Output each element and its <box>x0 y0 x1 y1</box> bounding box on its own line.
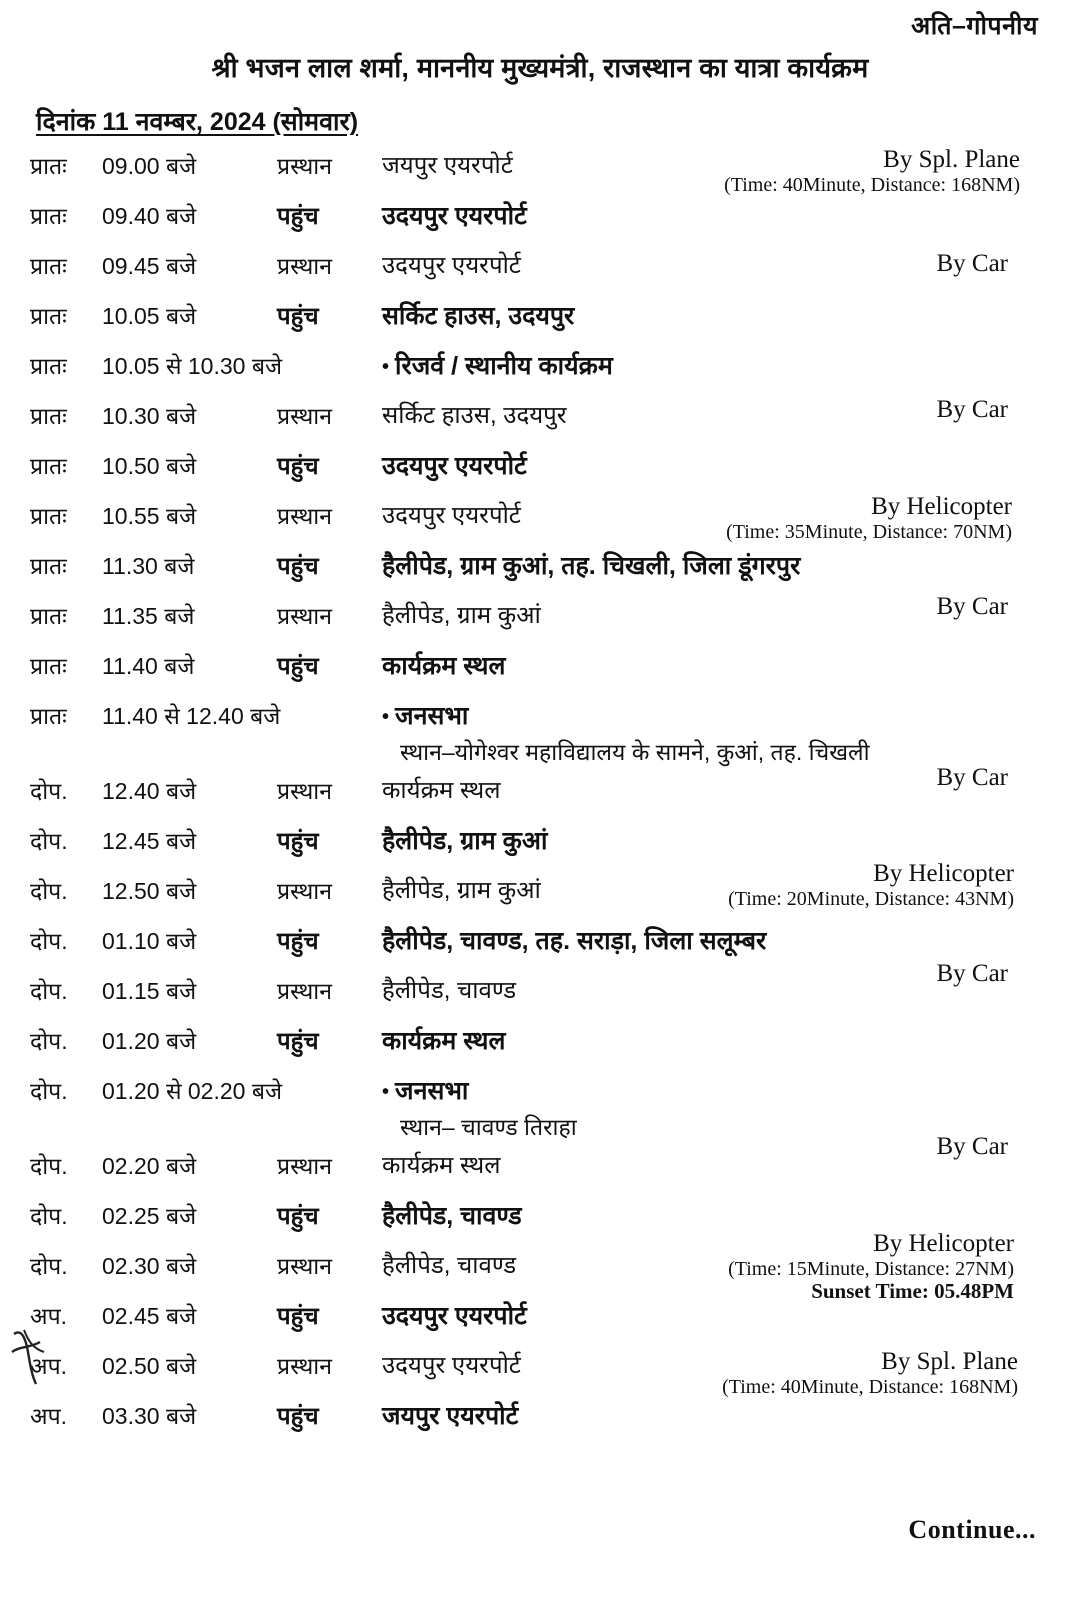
row-action: प्रस्थान <box>277 778 332 804</box>
row-period: प्रातः <box>30 703 67 729</box>
row-place <box>382 1196 1050 1232</box>
row-place <box>382 296 1050 332</box>
schedule-row <box>30 692 1050 767</box>
row-period: प्रातः <box>30 403 67 429</box>
schedule-row <box>30 492 1050 542</box>
row-time: 09.40 बजे <box>102 203 197 229</box>
place-label: उदयपुर एयरपोर्ट <box>382 252 521 279</box>
row-period: दोप. <box>30 1153 68 1179</box>
row-time: 01.10 बजे <box>102 928 197 954</box>
row-place <box>382 246 1050 281</box>
place-label: उदयपुर एयरपोर्ट <box>382 1302 527 1330</box>
row-time: 12.50 बजे <box>102 878 197 904</box>
row-period: दोप. <box>30 778 68 804</box>
bullet-label: रिजर्व / स्थानीय कार्यक्रम <box>395 352 613 380</box>
row-period: दोप. <box>30 878 68 904</box>
schedule-row <box>30 242 1050 292</box>
bullet-dot-icon: • <box>382 1080 390 1103</box>
row-time: 10.05 से 10.30 बजे <box>102 353 283 379</box>
schedule-row <box>30 1392 1050 1442</box>
row-period: दोप. <box>30 1253 68 1279</box>
bullet-item <box>382 352 613 380</box>
row-time: 12.45 बजे <box>102 828 197 854</box>
schedule-row <box>30 392 1050 442</box>
schedule-row <box>30 642 1050 692</box>
row-period: प्रातः <box>30 503 67 529</box>
row-time: 01.20 से 02.20 बजे <box>102 1078 283 1104</box>
row-period: प्रातः <box>30 553 67 579</box>
row-action: प्रस्थान <box>277 503 332 529</box>
row-period: अप. <box>30 1403 68 1429</box>
bullet-label: जनसभा <box>395 1077 469 1105</box>
row-place <box>382 696 1050 767</box>
handwritten-mark <box>6 1318 66 1388</box>
row-place <box>382 1296 1050 1332</box>
row-time: 02.30 बजे <box>102 1253 197 1279</box>
row-place <box>382 1396 1050 1432</box>
transport-mode: By Car <box>936 1133 1008 1160</box>
place-label: सर्किट हाउस, उदयपुर <box>382 402 567 429</box>
row-action: पहुंच <box>277 1203 319 1230</box>
place-label: हैलीपेड, ग्राम कुआं <box>382 827 548 855</box>
transport-detail: (Time: 15Minute, Distance: 27NM) <box>728 1258 1014 1280</box>
schedule-row <box>30 192 1050 242</box>
row-time: 01.20 बजे <box>102 1028 197 1054</box>
place-label: कार्यक्रम स्थल <box>382 652 506 680</box>
schedule-row <box>30 442 1050 492</box>
place-label: हैलीपेड, ग्राम कुआं <box>382 602 541 629</box>
row-place <box>382 546 1050 582</box>
schedule-table <box>30 142 1050 1442</box>
row-period: प्रातः <box>30 203 67 229</box>
row-action: प्रस्थान <box>277 403 332 429</box>
schedule-row <box>30 1142 1050 1192</box>
row-action: प्रस्थान <box>277 603 332 629</box>
row-place <box>382 646 1050 682</box>
row-time: 12.40 बजे <box>102 778 197 804</box>
transport-mode: By Car <box>936 593 1008 620</box>
row-period: दोप. <box>30 1203 68 1229</box>
schedule-row <box>30 142 1050 192</box>
place-label: हैलीपेड, ग्राम कुआं, तह. चिखली, जिला डूंगरपुर <box>382 552 801 580</box>
row-action <box>277 346 382 349</box>
page-title: श्री भजन लाल शर्मा, माननीय मुख्यमंत्री, राजस्थान का यात्रा कार्यक्रम <box>211 53 869 83</box>
place-label: कार्यक्रम स्थल <box>382 1027 506 1055</box>
row-place <box>382 921 1050 957</box>
row-action: पहुंच <box>277 453 319 480</box>
row-action: प्रस्थान <box>277 153 332 179</box>
row-time: 10.30 बजे <box>102 403 197 429</box>
row-action: पहुंच <box>277 1028 319 1055</box>
transport-detail: (Time: 20Minute, Distance: 43NM) <box>728 888 1014 910</box>
bullet-item <box>382 702 468 730</box>
row-period: प्रातः <box>30 153 67 179</box>
row-action: पहुंच <box>277 928 319 955</box>
row-action: पहुंच <box>277 553 319 580</box>
bullet-dot-icon: • <box>382 355 390 378</box>
row-time: 10.05 बजे <box>102 303 197 329</box>
row-place <box>382 1071 1050 1142</box>
bullet-item <box>382 1077 468 1105</box>
row-period: प्रातः <box>30 303 67 329</box>
row-action: प्रस्थान <box>277 1253 332 1279</box>
row-time: 11.40 बजे <box>102 653 195 679</box>
place-label: सर्किट हाउस, उदयपुर <box>382 302 575 330</box>
schedule-row <box>30 542 1050 592</box>
continue-label: Continue... <box>908 1515 1036 1544</box>
transport-mode: By Car <box>936 960 1008 987</box>
schedule-row <box>30 1017 1050 1067</box>
transport-detail: (Time: 40Minute, Distance: 168NM) <box>722 1376 1018 1398</box>
place-label: हैलीपेड, चावण्ड <box>382 1252 517 1279</box>
row-place <box>382 1346 1050 1381</box>
transport-mode: By Spl. Plane <box>883 146 1020 173</box>
row-time: 09.00 बजे <box>102 153 197 179</box>
row-period: प्रातः <box>30 253 67 279</box>
row-time: 02.25 बजे <box>102 1203 197 1229</box>
row-action: पहुंच <box>277 303 319 330</box>
row-action <box>277 696 382 699</box>
row-time: 02.45 बजे <box>102 1303 197 1329</box>
row-place <box>382 1146 1050 1181</box>
schedule-row <box>30 1292 1050 1342</box>
row-time: 02.20 बजे <box>102 1153 197 1179</box>
schedule-row <box>30 1192 1050 1242</box>
row-place <box>382 496 1050 531</box>
row-place <box>382 446 1050 482</box>
place-label: जयपुर एयरपोर्ट <box>382 152 513 179</box>
transport-mode: By Car <box>936 250 1008 277</box>
row-period: दोप. <box>30 978 68 1004</box>
schedule-row <box>30 767 1050 817</box>
row-place <box>382 596 1050 631</box>
row-period: प्रातः <box>30 653 67 679</box>
transport-mode: By Helicopter <box>873 860 1014 887</box>
row-time: 11.35 बजे <box>102 603 195 629</box>
place-label: कार्यक्रम स्थल <box>382 777 501 804</box>
place-label: हैलीपेड, चावण्ड <box>382 977 517 1004</box>
place-label: उदयपुर एयरपोर्ट <box>382 452 527 480</box>
schedule-row <box>30 967 1050 1017</box>
bullet-label: जनसभा <box>395 702 469 730</box>
row-place <box>382 146 1050 181</box>
row-period: दोप. <box>30 1028 68 1054</box>
transport-detail: (Time: 40Minute, Distance: 168NM) <box>724 174 1020 196</box>
row-time: 11.30 बजे <box>102 553 195 579</box>
row-time: 03.30 बजे <box>102 1403 197 1429</box>
row-place <box>382 1021 1050 1057</box>
schedule-row <box>30 917 1050 967</box>
row-action: पहुंच <box>277 828 319 855</box>
transport-mode: By Car <box>936 396 1008 423</box>
place-label: जयपुर एयरपोर्ट <box>382 1402 519 1430</box>
row-action: प्रस्थान <box>277 878 332 904</box>
row-time: 01.15 बजे <box>102 978 197 1004</box>
place-label: कार्यक्रम स्थल <box>382 1152 501 1179</box>
place-label: हैलीपेड, चावण्ड <box>382 1202 522 1230</box>
row-action: प्रस्थान <box>277 978 332 1004</box>
row-period: प्रातः <box>30 603 67 629</box>
schedule-row <box>30 292 1050 342</box>
row-place <box>382 346 1050 382</box>
row-period: अप. <box>30 1353 68 1379</box>
schedule-row <box>30 1242 1050 1292</box>
schedule-row <box>30 1067 1050 1142</box>
schedule-row <box>30 867 1050 917</box>
row-place <box>382 821 1050 857</box>
row-time: 10.50 बजे <box>102 453 197 479</box>
schedule-row <box>30 592 1050 642</box>
transport-mode: By Helicopter <box>871 493 1012 520</box>
row-period: दोप. <box>30 1078 68 1104</box>
place-label: उदयपुर एयरपोर्ट <box>382 202 527 230</box>
row-period: अप. <box>30 1303 68 1329</box>
row-time: 11.40 से 12.40 बजे <box>102 703 281 729</box>
row-period: प्रातः <box>30 353 67 379</box>
place-label: उदयपुर एयरपोर्ट <box>382 502 521 529</box>
row-action <box>277 1071 382 1074</box>
classification-label: अति–गोपनीय <box>911 12 1038 40</box>
row-time: 09.45 बजे <box>102 253 197 279</box>
row-place <box>382 871 1050 906</box>
transport-detail: (Time: 35Minute, Distance: 70NM) <box>726 521 1012 543</box>
sunset-time: Sunset Time: 05.48PM <box>811 1279 1014 1304</box>
schedule-date: दिनांक 11 नवम्बर, 2024 (सोमवार) <box>36 108 359 136</box>
transport-mode: By Spl. Plane <box>881 1348 1018 1375</box>
row-action: पहुंच <box>277 1303 319 1330</box>
row-time: 10.55 बजे <box>102 503 197 529</box>
venue-detail: स्थान–योगेश्वर महाविद्यालय के सामने, कुआं, तह. चिखली <box>400 739 870 765</box>
row-place <box>382 1246 1050 1281</box>
row-action: पहुंच <box>277 653 319 680</box>
venue-detail: स्थान– चावण्ड तिराहा <box>400 1114 577 1140</box>
row-place <box>382 196 1050 232</box>
row-action: प्रस्थान <box>277 1353 332 1379</box>
row-action: पहुंच <box>277 203 319 230</box>
row-place <box>382 771 1050 806</box>
row-period: प्रातः <box>30 453 67 479</box>
transport-mode: By Car <box>936 764 1008 791</box>
row-action: प्रस्थान <box>277 253 332 279</box>
schedule-row <box>30 817 1050 867</box>
place-label: हैलीपेड, चावण्ड, तह. सराड़ा, जिला सलूम्बर <box>382 927 767 955</box>
row-place <box>382 971 1050 1006</box>
row-place <box>382 396 1050 431</box>
row-period: दोप. <box>30 828 68 854</box>
transport-mode: By Helicopter <box>873 1230 1014 1257</box>
schedule-row <box>30 342 1050 392</box>
row-action: प्रस्थान <box>277 1153 332 1179</box>
place-label: उदयपुर एयरपोर्ट <box>382 1352 521 1379</box>
row-time: 02.50 बजे <box>102 1353 197 1379</box>
place-label: हैलीपेड, ग्राम कुआं <box>382 877 541 904</box>
bullet-dot-icon: • <box>382 705 390 728</box>
row-action: पहुंच <box>277 1403 319 1430</box>
row-period: दोप. <box>30 928 68 954</box>
schedule-row <box>30 1342 1050 1392</box>
